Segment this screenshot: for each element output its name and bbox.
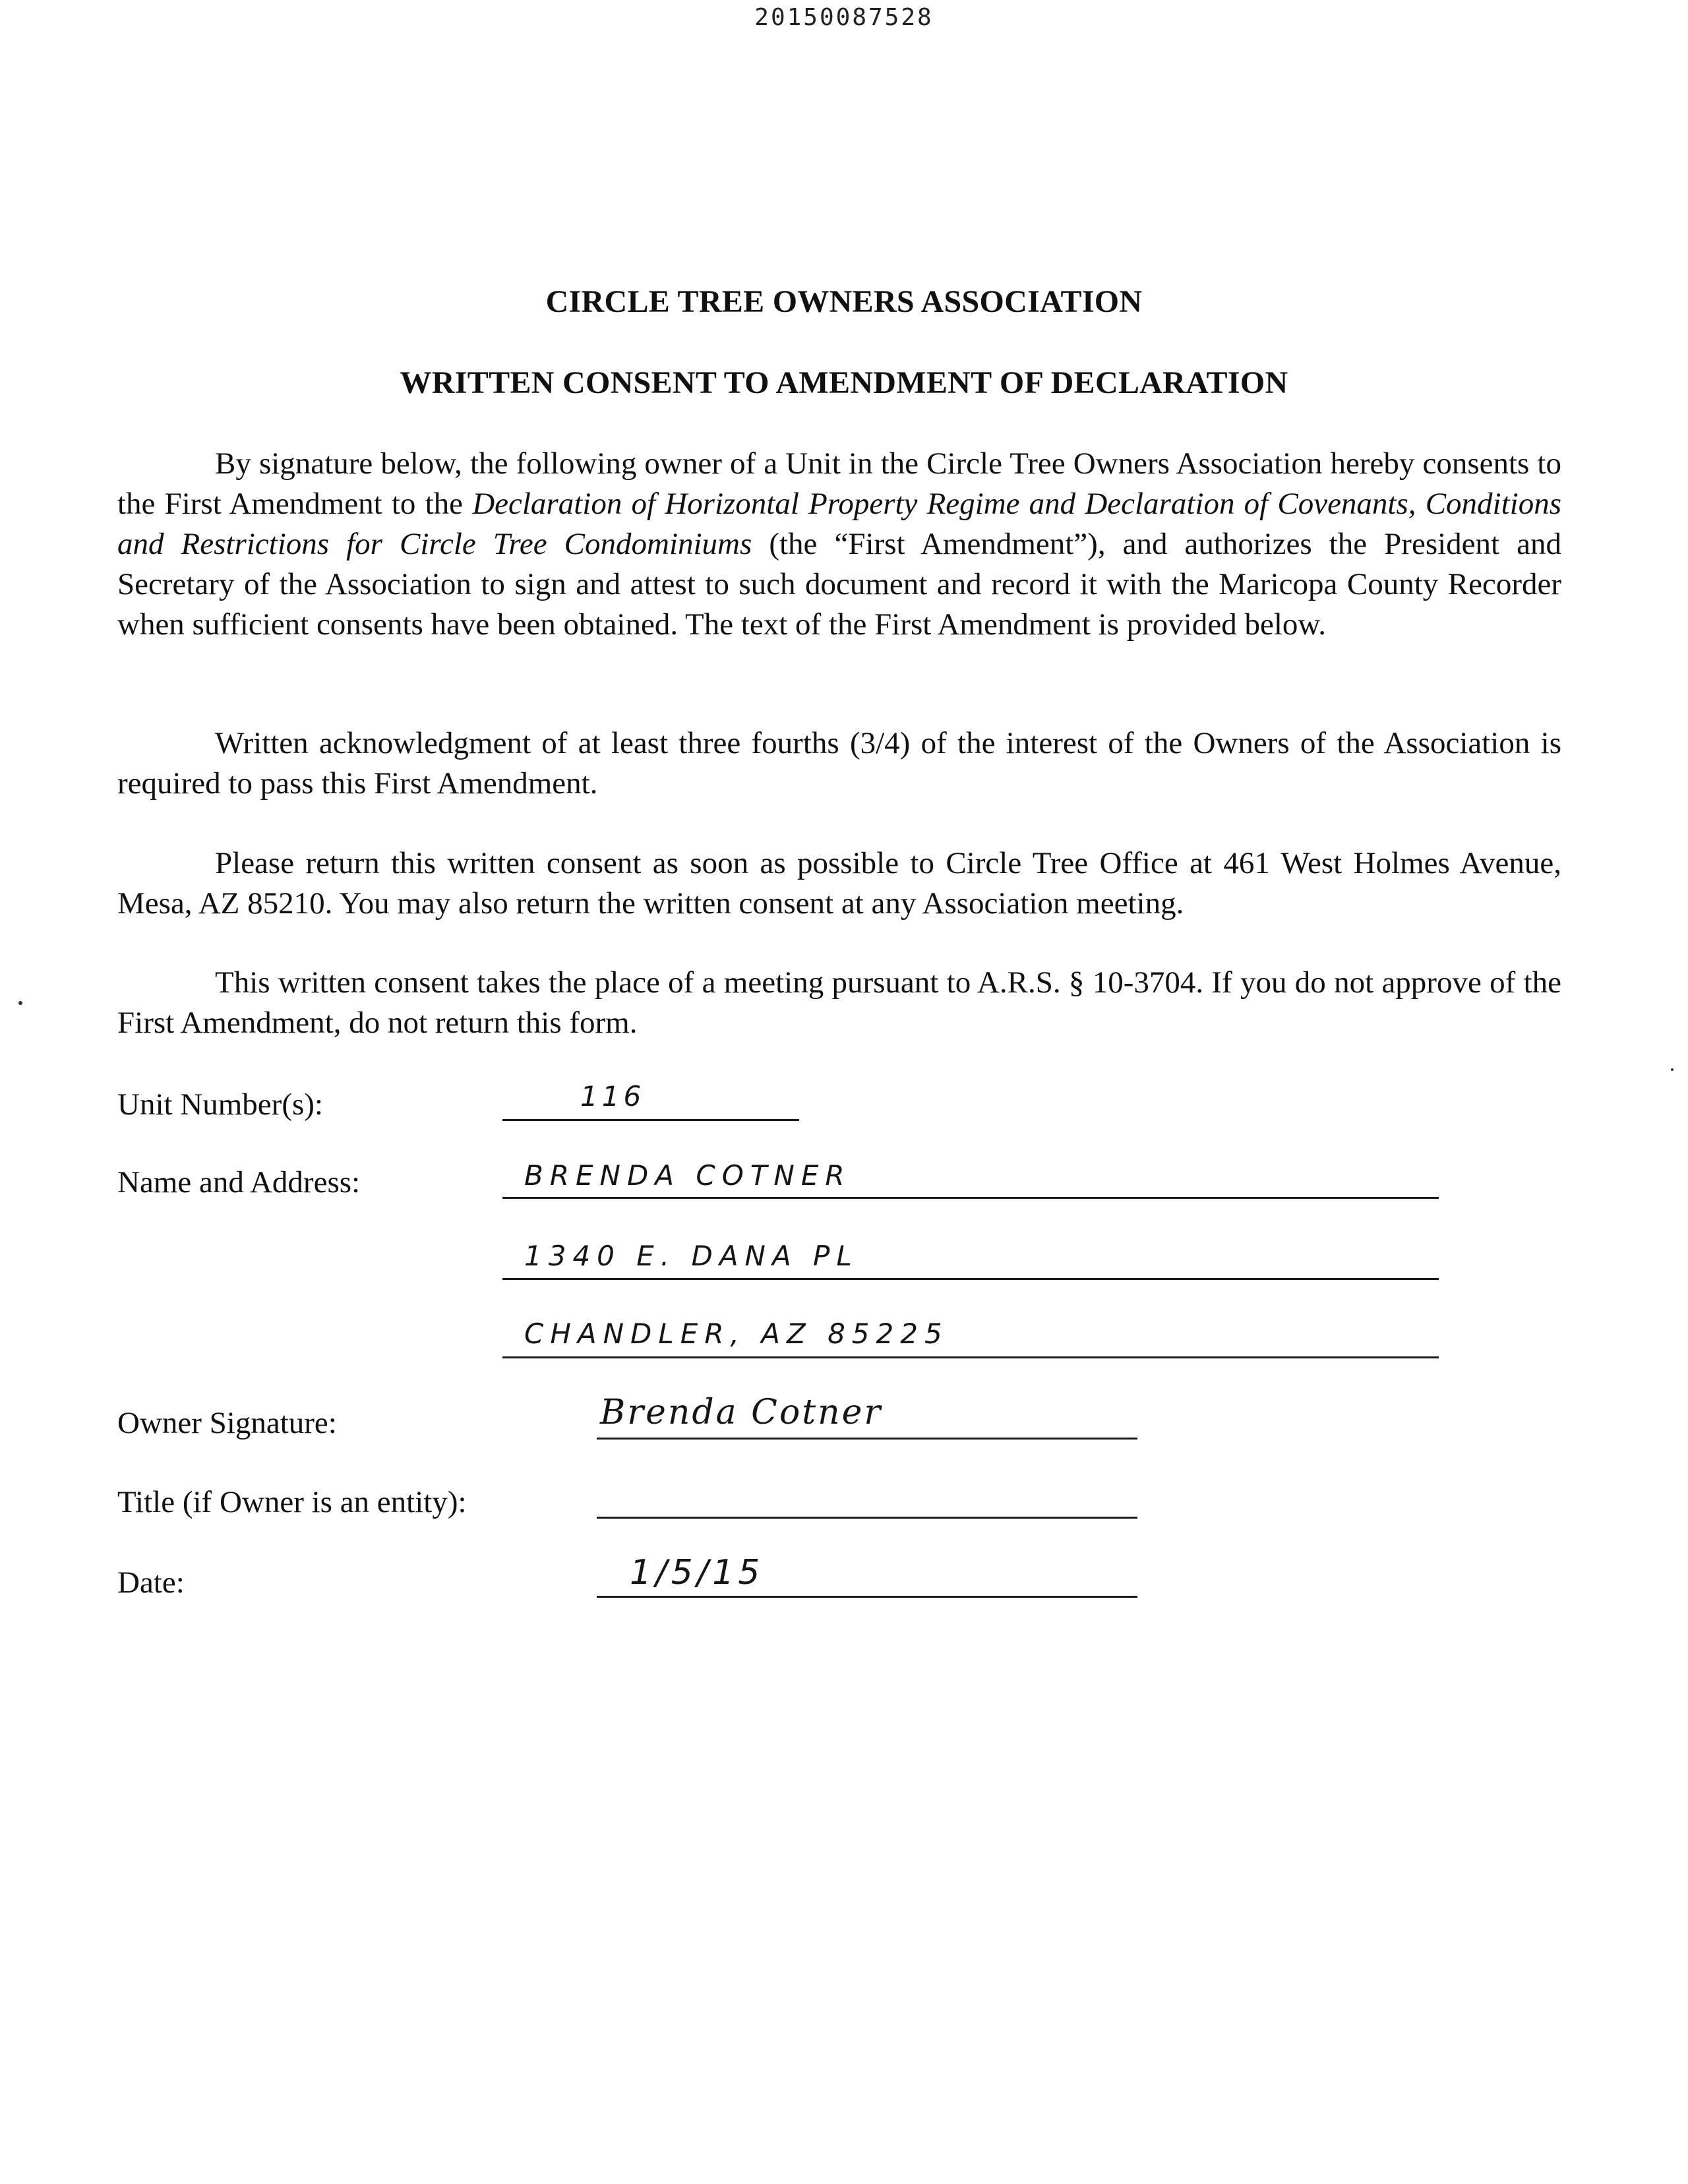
owner-signature-value[interactable]: Brenda Cotner xyxy=(600,1393,883,1432)
address-line-2 xyxy=(502,1278,1439,1280)
address-line-3 xyxy=(502,1356,1439,1358)
unit-number-line xyxy=(502,1119,799,1121)
declaration-title: Declaration of Horizontal Property Regime and Declaration of Covenants, Conditions and Restrictions for Circle Tree Condominiums xyxy=(117,487,1562,561)
return-instructions-paragraph: Please return this written consent as soon as possible to Circle Tree Office at 461 West Holmes Avenue, Mesa, AZ 85210. You may also return the written consent at any Association meeting. xyxy=(117,846,1561,921)
date-label: Date: xyxy=(117,1565,185,1600)
date-value[interactable]: 1/5/15 xyxy=(630,1553,764,1592)
date-line xyxy=(597,1596,1137,1598)
owner-signature-label: Owner Signature: xyxy=(117,1406,337,1440)
scan-speck xyxy=(1671,1068,1673,1071)
title-label: Title (if Owner is an entity): xyxy=(117,1485,467,1519)
meeting-substitute-paragraph: This written consent takes the place of a meeting pursuant to A.R.S. § 10-3704. If you do not approve of the First Amendment, do not return this form. xyxy=(117,965,1561,1040)
consent-text-end: (the “First Amendment”), and authorizes the President and Secretary of the Association to sign and attest to such document and record it with the Maricopa County Recorder when sufficient consents have been obtained. The text of the First Amendment is provided below. xyxy=(117,527,1561,642)
name-line-1 xyxy=(502,1197,1439,1199)
owner-signature-line xyxy=(597,1438,1137,1440)
name-address-label: Name and Address: xyxy=(117,1165,361,1199)
address-line-3-value[interactable]: CHANDLER, AZ 85225 xyxy=(524,1318,949,1350)
document-subtitle: WRITTEN CONSENT TO AMENDMENT OF DECLARATION xyxy=(400,365,1288,400)
name-line-1-value[interactable]: BRENDA COTNER xyxy=(524,1159,851,1192)
address-line-2-value[interactable]: 1340 E. DANA PL xyxy=(524,1240,859,1272)
scan-speck xyxy=(18,1001,22,1005)
acknowledgment-paragraph: Written acknowledgment of at least three fourths (3/4) of the interest of the Owners of the Association is required to pass this First Amendment. xyxy=(117,726,1561,801)
recording-number: 20150087528 xyxy=(754,4,934,31)
unit-number-label: Unit Number(s): xyxy=(117,1087,323,1122)
consent-paragraph xyxy=(117,444,1561,645)
consent-text-start: By signature below, the following owner of a Unit in the Circle Tree Owners Association hereby consents to the First Amendment to the xyxy=(117,446,1561,521)
association-title: CIRCLE TREE OWNERS ASSOCIATION xyxy=(545,284,1143,319)
title-line xyxy=(597,1517,1137,1519)
unit-number-value[interactable]: 116 xyxy=(580,1080,646,1112)
